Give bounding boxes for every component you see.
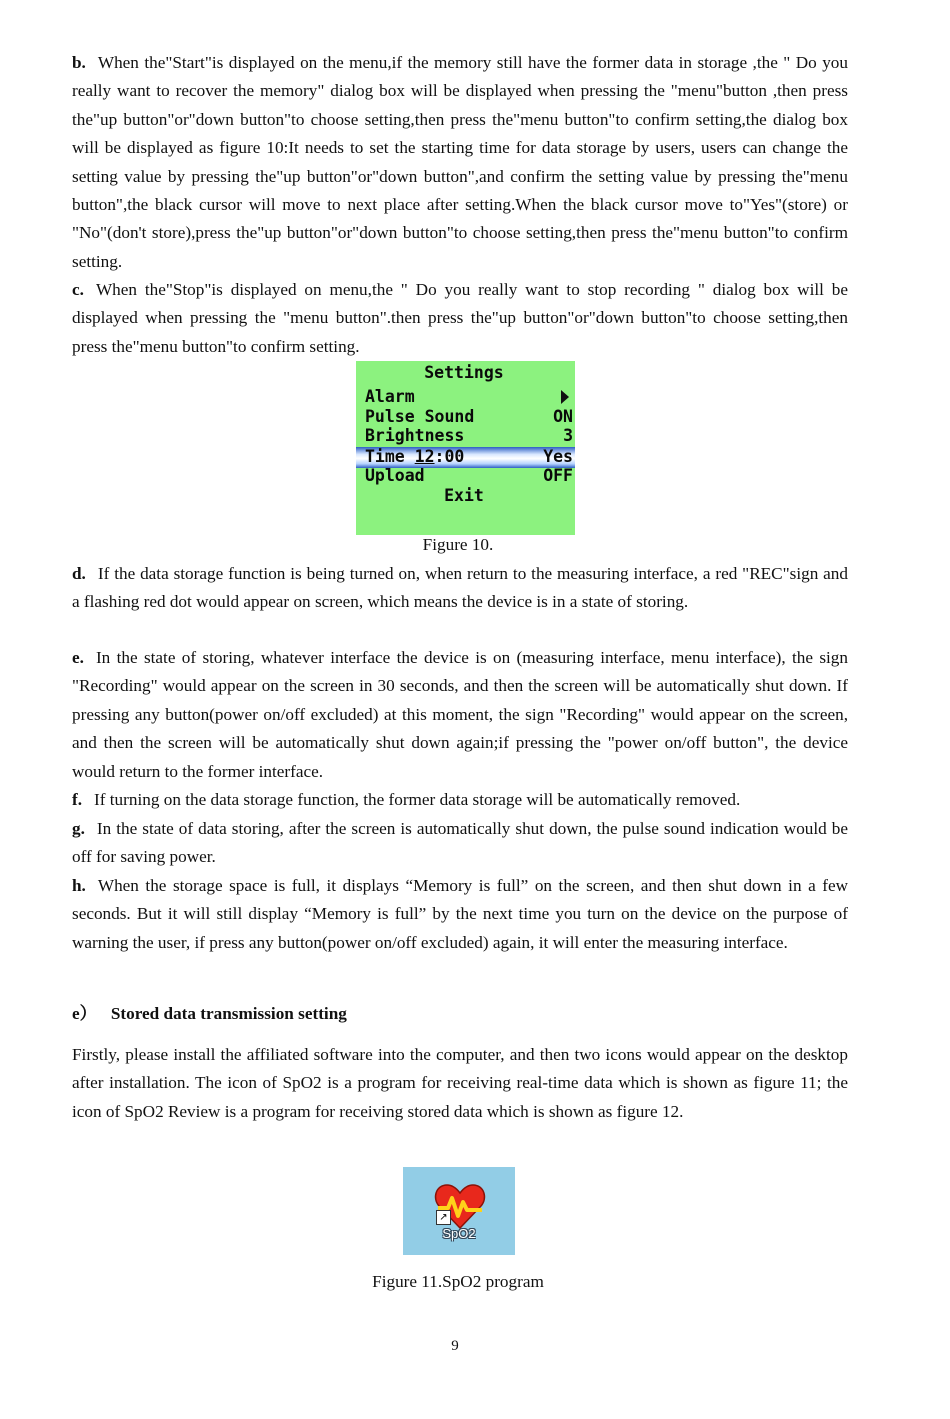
menu-row-label-rest: :00 xyxy=(434,447,465,466)
menu-row-label: Pulse Sound xyxy=(365,407,475,426)
paragraph-e-text: In the state of storing, whatever interface the device is on (measuring interface, menu interface), the sign "Recording" would appear on the screen in 30 seconds, and then the screen will be automatically shut down. If pressing any button(power on/off excluded) at this moment, the sign "Recording" would appear on the screen, and then the screen will be automatically shut down again;if pressing the "power on/off button", the device would return to the former interface. xyxy=(72,648,848,781)
right-triangle-icon xyxy=(561,390,569,404)
paragraph-f-text: If turning on the data storage function, the former data storage will be automatically removed. xyxy=(94,790,741,809)
menu-row-label: Alarm xyxy=(365,387,415,406)
menu-row-value: 3 xyxy=(563,426,573,445)
menu-row-pulse-sound xyxy=(365,407,573,427)
shortcut-arrow-icon: ↗ xyxy=(436,1210,451,1225)
section-title: Stored data transmission setting xyxy=(110,1004,347,1023)
icon-label: SpO2 xyxy=(442,1226,476,1241)
paragraph-f xyxy=(72,786,848,814)
paragraph-b-text: When the"Start"is displayed on the menu,if the memory still have the former data in storage ,the " Do you really want to recover the memory" dialog box will be displayed when pressing the "menu"button ,then press the"up button"or"down button"to choose setting,then press the"menu button"to confirm setting,the dialog box will be displayed as figure 10:It needs to set the starting time for data storage by users, users can change the setting value by pressing the"up button"or"down button",and confirm the setting value by pressing the"menu button",the black cursor will move to next place after setting.When the black cursor move to"Yes"(store) or "No"(don't store),press the"up button"or"down button"to choose setting,then press the"menu button"to confirm setting. xyxy=(72,53,848,271)
settings-screen-figure xyxy=(356,361,575,535)
paragraph-b xyxy=(72,49,848,276)
item-label-d: d. xyxy=(72,564,86,583)
menu-exit: Exit xyxy=(444,486,484,505)
item-label-f: f. xyxy=(72,790,83,809)
menu-row-value: Yes xyxy=(543,447,573,466)
item-label-g: g. xyxy=(72,819,85,838)
menu-row-label: Brightness xyxy=(365,426,465,445)
figure-11-caption: Figure 11.SpO2 program xyxy=(372,1272,544,1291)
menu-row-upload xyxy=(365,466,573,486)
paragraph-c xyxy=(72,276,848,361)
section-heading xyxy=(72,999,347,1024)
section-number: e） xyxy=(72,1004,97,1023)
paragraph-d xyxy=(72,560,848,617)
figure-10-caption: Figure 10. xyxy=(422,535,494,554)
paragraph-h xyxy=(72,872,848,957)
page-number: 9 xyxy=(451,1338,459,1354)
paragraph-g-text: In the state of data storing, after the screen is automatically shut down, the pulse sound indication would be off for saving power. xyxy=(72,819,848,867)
item-label-h: h. xyxy=(72,876,86,895)
paragraph-h-text: When the storage space is full, it displays “Memory is full” on the screen, and then shut down in a few seconds. But it will still display “Memory is full” by the next time you turn on the device on the purpose of warning the user, if press any button(power on/off excluded) again, it will enter the measuring interface. xyxy=(72,876,848,952)
menu-row-value: ON xyxy=(553,407,573,426)
intro-paragraph: Firstly, please install the affiliated software into the computer, and then two icons would appear on the desktop after installation. The icon of SpO2 is a program for receiving real-time data which is shown as figure 11; the icon of SpO2 Review is a program for receiving stored data which is shown as figure 12. xyxy=(72,1045,848,1121)
item-label-b: b. xyxy=(72,53,86,72)
spo2-desktop-icon[interactable] xyxy=(403,1167,515,1255)
paragraph-d-text: If the data storage function is being turned on, when return to the measuring interface, a red "REC"sign and a flashing red dot would appear on screen, which means the device is in a state of storing. xyxy=(72,564,848,612)
menu-row-time xyxy=(365,447,573,467)
menu-row-alarm xyxy=(365,387,573,407)
item-label-c: c. xyxy=(72,280,84,299)
item-label-e: e. xyxy=(72,648,84,667)
menu-row-value: OFF xyxy=(543,466,573,485)
paragraph-e xyxy=(72,644,848,786)
menu-row-label-prefix: Time xyxy=(365,447,415,466)
time-cursor-digits: 12 xyxy=(414,447,435,466)
menu-row-label: Upload xyxy=(365,466,425,485)
settings-title: Settings xyxy=(424,363,504,382)
paragraph-c-text: When the"Stop"is displayed on menu,the " Do you really want to stop recording " dialog box will be displayed when pressing the "menu button".then press the"up button"or"down button"to choose setting,then press the"menu button"to confirm setting. xyxy=(72,280,848,356)
paragraph-g xyxy=(72,815,848,872)
menu-row-brightness xyxy=(365,426,573,446)
